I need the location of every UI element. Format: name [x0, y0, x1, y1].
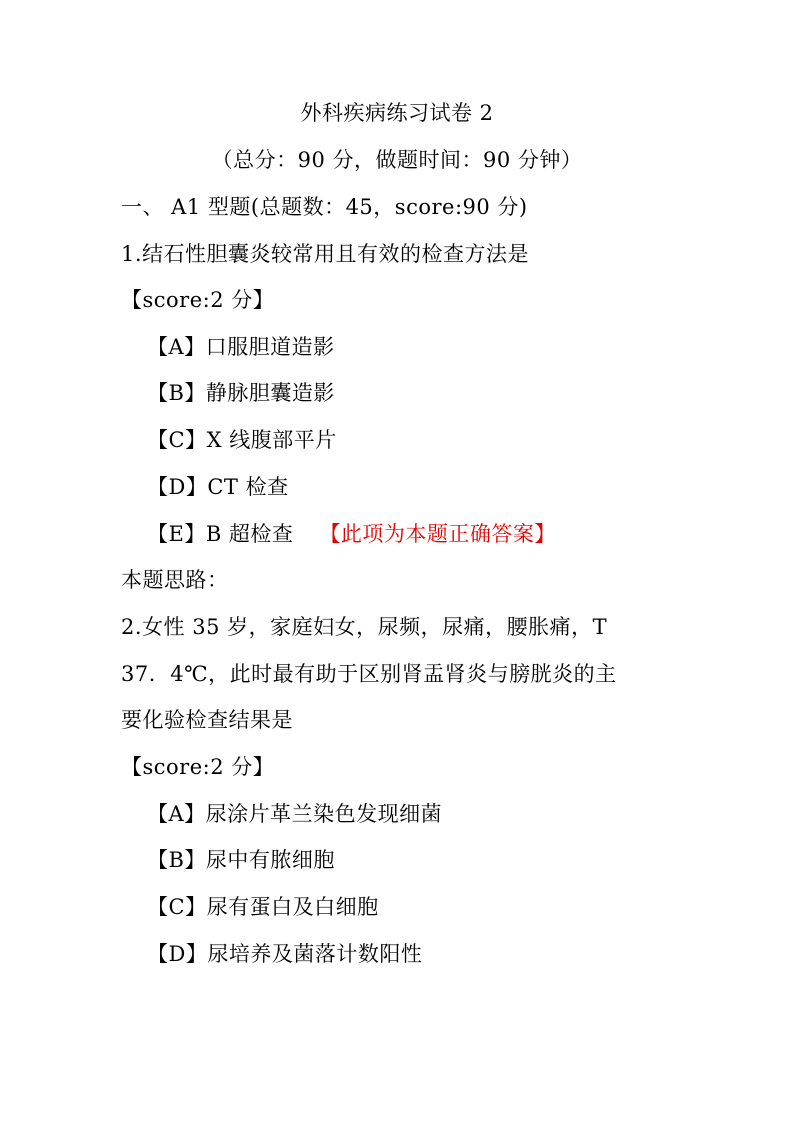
document-title: 外科疾病练习试卷 2 — [300, 101, 494, 125]
question-2-option-b: 【B】尿中有脓细胞 — [147, 848, 335, 872]
question-2-option-a: 【A】尿涂片革兰染色发现细菌 — [147, 802, 443, 826]
question-2-score: 【score:2 分】 — [121, 755, 275, 779]
correct-answer-marker: 【此项为本题正确答案】 — [319, 522, 556, 546]
question-2-stem-line-2: 37．4℃，此时最有助于区别肾盂肾炎与膀胱炎的主 — [121, 662, 617, 686]
question-1-option-d: 【D】CT 检查 — [147, 475, 289, 499]
question-1-option-c: 【C】X 线腹部平片 — [147, 428, 337, 452]
question-1-option-b: 【B】静脉胆囊造影 — [147, 381, 335, 405]
question-2-stem-line-1: 2.女性 35 岁，家庭妇女，尿频，尿痛，腰胀痛，T — [121, 615, 608, 639]
document-subtitle: （总分：90 分，做题时间：90 分钟） — [211, 148, 583, 172]
question-1-option-a: 【A】口服胆道造影 — [147, 335, 335, 359]
question-2-stem-line-3: 要化验检查结果是 — [121, 708, 293, 732]
question-1-option-e-text: 【E】B 超检查 — [147, 522, 294, 546]
question-1-option-e — [147, 519, 556, 549]
question-2-option-c: 【C】尿有蛋白及白细胞 — [147, 895, 379, 919]
explanation-label: 本题思路： — [121, 568, 229, 592]
question-1-stem: 1.结石性胆囊炎较常用且有效的检查方法是 — [121, 242, 530, 266]
section-heading: 一、 A1 型题(总题数：45，score:90 分) — [121, 195, 528, 219]
question-2-option-d: 【D】尿培养及菌落计数阳性 — [147, 942, 423, 966]
question-1-score: 【score:2 分】 — [121, 288, 275, 312]
